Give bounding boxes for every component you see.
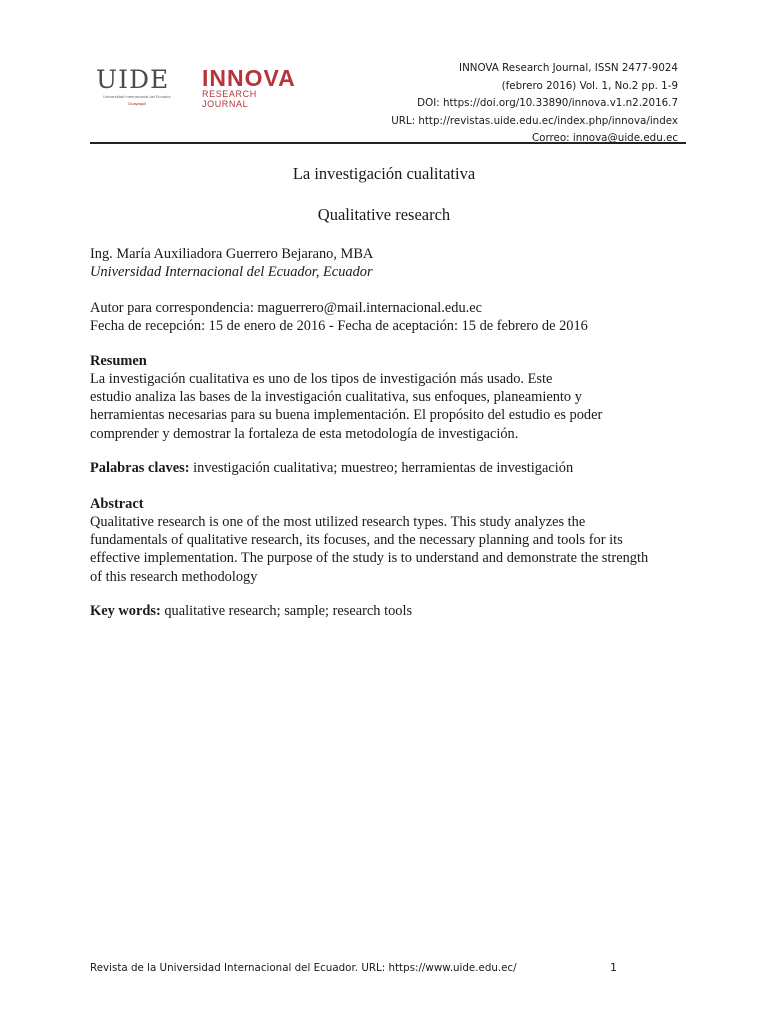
- journal-email[interactable]: Correo: innova@uide.edu.ec: [531, 132, 678, 145]
- resumen-heading: Resumen: [90, 353, 147, 369]
- paper-title-es: La investigación cualitativa: [292, 164, 476, 183]
- journal-doi[interactable]: DOI: https://doi.org/10.33890/innova.v1.n2.2016.7: [417, 97, 678, 110]
- journal-volume: (febrero 2016) Vol. 1, No.2 pp. 1-9: [501, 79, 678, 92]
- page-number: 1: [610, 961, 617, 974]
- abstract-line: effective implementation. The purpose of the study is to understand and demonstrate the strength: [90, 550, 649, 567]
- palabras-claves-label: Palabras claves:: [90, 460, 190, 476]
- abstract-line: of this research methodology: [90, 568, 258, 585]
- palabras-claves-value: investigación cualitativa; muestreo; herramientas de investigación: [189, 460, 574, 476]
- uide-logo-text: UIDE: [96, 65, 170, 94]
- journal-info: [391, 60, 678, 148]
- innova-logo-text: INNOVA: [202, 65, 296, 91]
- palabras-claves: [90, 459, 690, 477]
- resumen-line: herramientas necesarias para su buena implementación. El propósito del estudio es poder: [90, 407, 603, 424]
- author-affiliation: Universidad Internacional del Ecuador, Ecuador: [90, 264, 373, 280]
- resumen-line: comprender y demostrar la fortaleza de esta metodología de investigación.: [90, 425, 519, 442]
- abstract-line: fundamentals of qualitative research, its focuses, and the necessary planning and tools for its: [90, 532, 623, 549]
- correspondence-line: Autor para correspondencia: maguerrero@mail.internacional.edu.ec: [90, 300, 483, 316]
- key-words-label: Key words:: [90, 603, 161, 619]
- innova-logo: [202, 66, 306, 109]
- abstract-body: [90, 513, 686, 586]
- dates-line: Fecha de recepción: 15 de enero de 2016 - Fecha de aceptación: 15 de febrero de 2016: [90, 318, 588, 334]
- paper-title-en: Qualitative research: [317, 205, 451, 224]
- uide-logo: [96, 66, 178, 106]
- journal-issn: INNOVA Research Journal, ISSN 2477-9024: [459, 62, 678, 74]
- key-words-value: qualitative research; sample; research tools: [160, 603, 413, 619]
- key-words: [90, 602, 690, 620]
- abstract-line: Qualitative research is one of the most utilized research types. This study analyzes the: [90, 514, 586, 530]
- header-divider: [90, 142, 686, 144]
- innova-logo-subtitle: RESEARCH JOURNAL: [202, 89, 257, 109]
- uide-logo-subtitle: Universidad Internacional del Ecuador: [103, 94, 171, 99]
- abstract-heading: Abstract: [90, 496, 144, 512]
- resumen-line: La investigación cualitativa es uno de los tipos de investigación más usado. Este: [90, 371, 553, 387]
- resumen-body: [90, 370, 650, 443]
- author-name: Ing. María Auxiliadora Guerrero Bejarano, MBA: [90, 246, 374, 262]
- journal-url[interactable]: URL: http://revistas.uide.edu.ec/index.php/innova/index: [391, 114, 678, 127]
- resumen-line: estudio analiza las bases de la investigación cualitativa, sus enfoques, planeamiento y: [90, 389, 582, 406]
- uide-logo-city: Guayaquil: [127, 101, 146, 106]
- page-footer: Revista de la Universidad Internacional del Ecuador. URL: https://www.uide.edu.ec/: [90, 962, 517, 974]
